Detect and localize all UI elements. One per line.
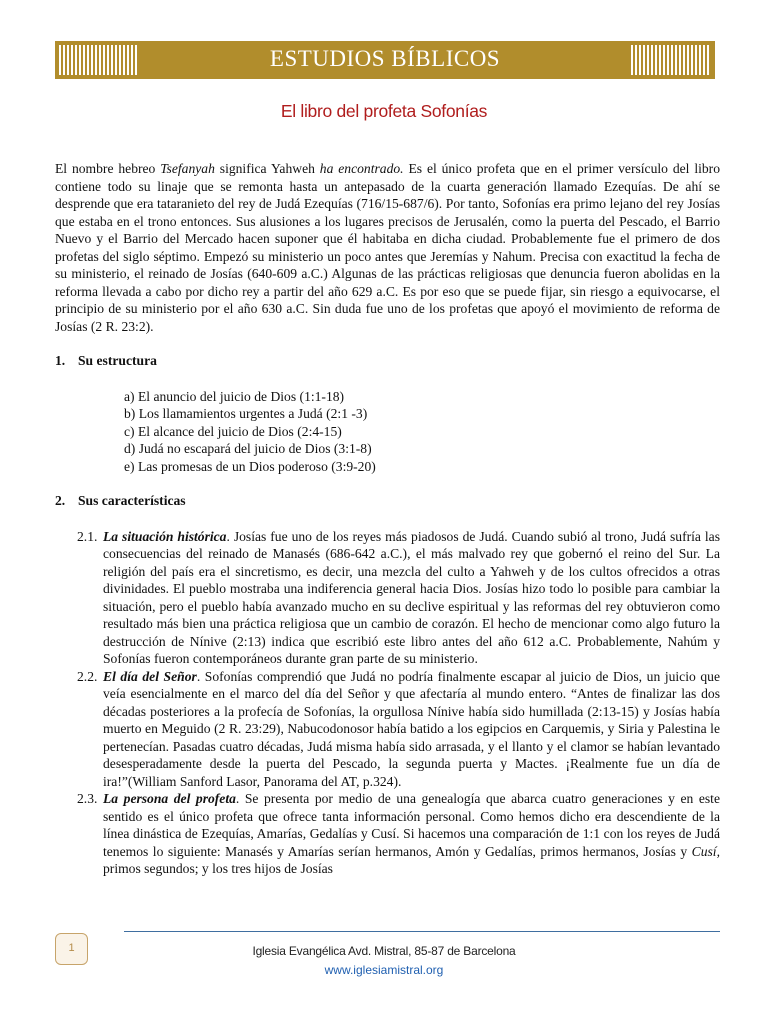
italic-term: Tsefanyah	[160, 161, 215, 176]
italic-term: ha encontrado.	[319, 161, 404, 176]
header-banner	[55, 41, 715, 79]
list-item: e) Las promesas de un Dios poderoso (3:9-20)	[124, 458, 376, 474]
text-run: significa Yahweh	[214, 161, 320, 176]
subsection-title: La situación histórica	[103, 528, 227, 544]
subsection-title: La persona del profeta	[103, 791, 236, 806]
subsection-title: El día del Señor	[103, 668, 197, 684]
footer-link[interactable]: www.iglesiamistral.org	[324, 963, 444, 977]
subsection-body: . Josías fue uno de los reyes más piadosos de Judá. Cuando subió al trono, Judá sufría las consecuencias del reinado de Manasés (686-642 a.C.), el más malvado rey que gobernó el reino del Sur. La religión del país era el sincretismo, es decir, una mezcla del culto a Yahweh y de los cultos ofrecidos a otras divinidades. El pueblo mostraba una indiferencia general hacia Dios. Josías hizo todo lo posible para cambiar la situación, pero el pueblo había avanzado mucho en su declive espiritual y las reformas del rey obtuvieron como resultado más bien una práctica religiosa que un cambio de corazón. El hecho de mencionar como algo futuro la destrucción de Nínive (2:13) indica que escribió este libro antes del año 612 a.C. Probablemente, Nahúm y Sofonías fueron contemporáneos durante gran parte de su ministerio.	[103, 528, 720, 666]
section-number: 1.	[55, 353, 66, 368]
banner-title: ESTUDIOS BÍBLICOS	[269, 46, 501, 71]
subsection-number: 2.2.	[77, 668, 98, 684]
structure-list	[124, 388, 720, 476]
subsection-number: 2.1.	[77, 528, 98, 544]
list-item: d) Judá no escapará del juicio de Dios (3:1-8)	[124, 441, 372, 456]
list-item: a) El anuncio del juicio de Dios (1:1-18)	[124, 388, 345, 404]
subsection-item	[55, 790, 720, 878]
footer-rule	[124, 931, 720, 932]
page-number: 1	[55, 933, 88, 965]
subsection-body-end: primos segundos; y los tres hijos de Josías	[103, 861, 333, 876]
text-run: El nombre hebreo	[55, 161, 161, 176]
subsection-item	[55, 668, 720, 791]
subsection-body-italic: Cusí,	[691, 843, 720, 859]
section-title: Sus características	[78, 493, 186, 508]
subsection-body: . Sofonías comprendió que Judá no podría finalmente escapar al juicio de Dios, un juicio que veía esencialmente en el marco del día del Señor y que afectaría al mundo entero. “Antes de finalizar las dos décadas posteriores a la profecía de Sofonías, la orgullosa Nínive había sido humillada (2:13-15) y Josías había muerto en Meguido (2 R. 23:29), Nabucodonosor había batido a los egipcios en Carquemis, y Siria y Palestina le pertenecían. Pasadas cuatro décadas, Judá misma había sido arrasada, y el llanto y el clamor se habían levantado desesperadamente desde la puerta del Pescado, la segunda puerta y Mactes. ¡Realmente fue un día de ira!”(William Sanford Lasor, Panorama del AT, p.324).	[103, 668, 720, 789]
list-item: b) Los llamamientos urgentes a Judá (2:1 -3)	[124, 406, 368, 421]
intro-paragraph	[55, 160, 720, 335]
text-run: Es el único profeta que en el primer versículo del libro contiene todo su linaje que se remonta hasta un antepasado de la cuarta generación llamado Ezequías. De ahí se desprende que era tataranieto del rey de Judá Ezequías (716/15-687/6). Por tanto, Sofonías era primo lejano del rey Josías que estaba en el trono entonces. Sus alusiones a los lugares precisos de Jerusalén, como la puerta del Pescado, el Barrio Nuevo y el Barrio del Mercado hacen suponer que él habitaba en dicha ciudad. Probablemente fue el primero de dos profetas del siglo séptimo. Empezó su ministerio un poco antes que Jeremías y Nahum. Precisa con exactitud la fecha de su ministerio, el reinado de Josías (640-609 a.C.) Algunas de las prácticas religiosas que denuncia fueron abolidas en la reforma llevada a cabo por dicho rey a partir del año 629 a.C. Es por eso que se puede fijar, sin riesgo a equivocarse, el principio de su ministerio por el año 630 a.C. Sin duda fue uno de los profetas que apoyó el movimiento de reforma de Josías (2 R. 23:2).	[55, 161, 720, 334]
decorative-stripes-right	[631, 45, 711, 75]
section-heading-characteristics	[55, 492, 720, 510]
document-body	[55, 160, 720, 878]
document-title: El libro del profeta Sofonías	[280, 101, 488, 121]
section-heading-structure	[55, 352, 720, 370]
section-title: Su estructura	[78, 353, 157, 368]
list-item: c) El alcance del juicio de Dios (2:4-15)	[124, 423, 342, 439]
subsection-item	[55, 528, 720, 668]
subsection-number: 2.3.	[77, 791, 98, 806]
characteristics-list	[55, 528, 720, 878]
subsection-body: . Se presenta por medio de una genealogía que abarca cuatro generaciones y en este sentido es el único profeta que ofrece tanta información personal. Como hemos dicho era descendiente de la línea dinástica de Ezequías, Amarías, Gedalías y Cusí. Si hacemos una comparación de 1:1 con los reyes de Judá tenemos lo siguiente: Manasés y Amarías serían hermanos, Amón y Gedalías, primos hermanos, Josías y	[103, 791, 720, 859]
section-number: 2.	[55, 493, 66, 508]
footer-address: Iglesia Evangélica Avd. Mistral, 85-87 de Barcelona	[252, 944, 516, 958]
